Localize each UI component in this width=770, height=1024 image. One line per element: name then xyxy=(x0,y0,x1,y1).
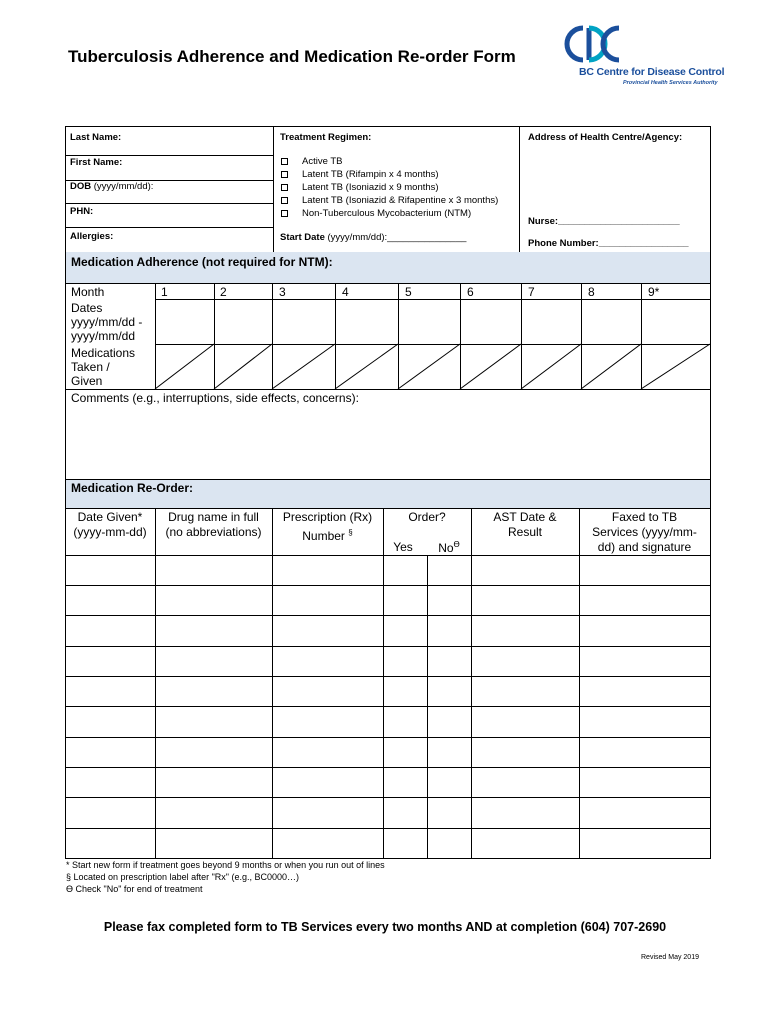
start-date-field[interactable]: Start Date (yyyy/mm/dd):_______________ xyxy=(280,232,467,243)
month-7: 7 xyxy=(528,285,535,299)
regimen-option-rifampin[interactable]: Latent TB (Rifampin x 4 months) xyxy=(281,169,439,180)
footnote-start-new-form: * Start new form if treatment goes beyond 9 months or when you run out of lines xyxy=(66,860,385,870)
nurse-field[interactable]: Nurse:_______________________ xyxy=(528,216,680,227)
health-centre-label: Address of Health Centre/Agency: xyxy=(528,132,683,143)
regimen-option-active-tb[interactable]: Active TB xyxy=(281,156,342,167)
revised-date: Revised May 2019 xyxy=(641,954,699,961)
first-name-label: First Name: xyxy=(70,157,123,168)
col-faxed-to-tb: Faxed to TB Services (yyyy/mm- dd) and signature xyxy=(592,510,697,554)
treatment-regimen-label: Treatment Regimen: xyxy=(280,132,372,143)
month-4: 4 xyxy=(342,285,349,299)
month-label: Month xyxy=(71,285,105,299)
month-3: 3 xyxy=(279,285,286,299)
col-order: Order? xyxy=(408,510,446,524)
adherence-heading: Medication Adherence (not required for NTM): xyxy=(71,255,333,269)
phone-number-field[interactable]: Phone Number:_________________ xyxy=(528,238,689,249)
last-name-label: Last Name: xyxy=(70,132,122,143)
month-2: 2 xyxy=(220,285,227,299)
col-ast-date: AST Date & Result xyxy=(493,510,557,539)
col-date-given: Date Given* (yyyy-mm-dd) xyxy=(73,510,147,539)
logo-brand-text: BC Centre for Disease Control xyxy=(579,66,725,78)
form-title: Tuberculosis Adherence and Medication Re-order Form xyxy=(68,47,516,66)
col-drug-name: Drug name in full (no abbreviations) xyxy=(165,510,262,539)
comments-label: Comments (e.g., interruptions, side effects, concerns): xyxy=(71,391,359,405)
dates-label: Dates yyyy/mm/dd - yyyy/mm/dd xyxy=(71,301,143,343)
footnote-check-no: ϴ Check "No" for end of treatment xyxy=(66,884,203,894)
reorder-heading: Medication Re-Order: xyxy=(71,481,194,495)
dob-label: DOB (yyyy/mm/dd): xyxy=(70,181,154,192)
logo-authority-text: Provincial Health Services Authority xyxy=(623,80,718,86)
medications-taken-label: Medications Taken / Given xyxy=(71,346,136,388)
allergies-label: Allergies: xyxy=(70,231,114,242)
phn-label: PHN: xyxy=(70,206,94,217)
col-prescription-number: Prescription (Rx) Number § xyxy=(282,510,373,543)
fax-instruction: Please fax completed form to TB Services every two months AND at completion (604) 707-2690 xyxy=(103,920,667,934)
col-order-yes: Yes xyxy=(393,540,413,554)
col-order-no: $No^ϴ$ xyxy=(438,540,460,555)
regimen-option-isoniazid[interactable]: Latent TB (Isoniazid x 9 months) xyxy=(281,182,439,193)
month-9: 9* xyxy=(648,285,660,299)
footnote-rx-location: § Located on prescription label after "Rx" (e.g., BC0000…) xyxy=(66,872,300,882)
month-8: 8 xyxy=(588,285,595,299)
regimen-option-isoniazid-rifapentine[interactable]: Latent TB (Isoniazid & Rifapentine x 3 months) xyxy=(281,195,498,206)
regimen-option-ntm[interactable]: Non-Tuberculous Mycobacterium (NTM) xyxy=(281,208,471,219)
month-5: 5 xyxy=(405,285,412,299)
month-6: 6 xyxy=(467,285,474,299)
month-1: 1 xyxy=(161,285,168,299)
